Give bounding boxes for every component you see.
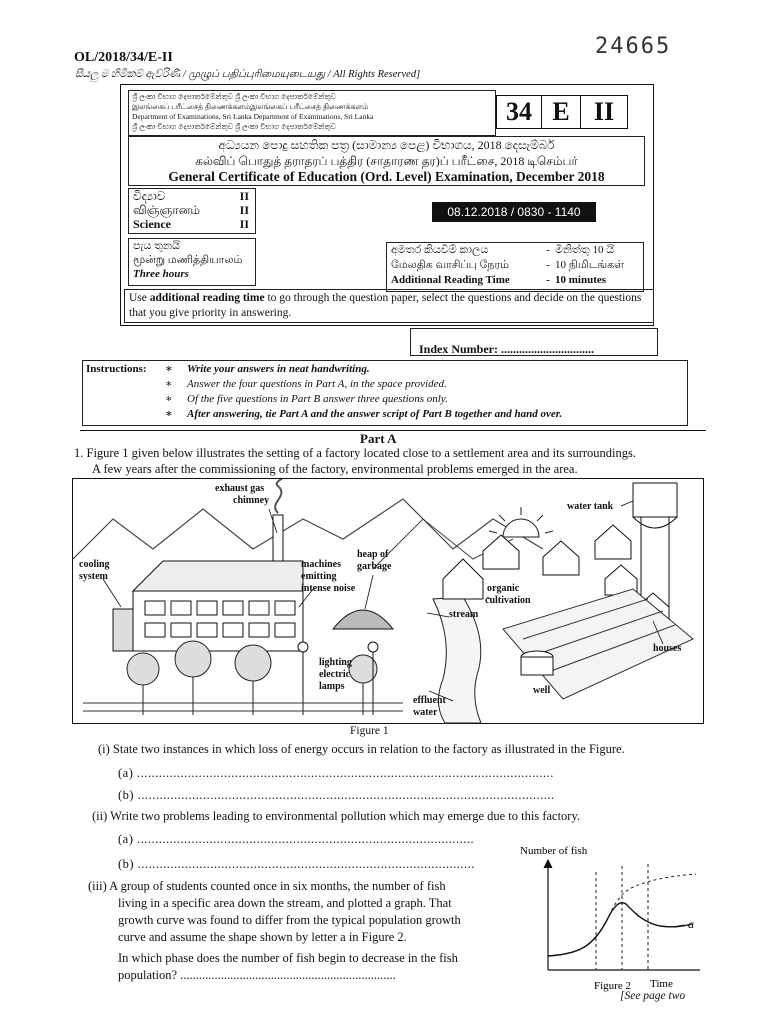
fig-label-water-tank: water tank [567,501,614,512]
figure-2-caption: Figure 2 [594,980,631,992]
reading-time-note [124,289,654,323]
fig-label-garbage: garbage [357,561,392,572]
duration-block [128,238,256,286]
fig-label-lighting: lighting [319,657,352,668]
exam-title-block [128,136,645,186]
subject-part: II [239,203,249,217]
figure-2-graph [520,842,706,992]
note-text: to go through the question paper, select the questions and decide on the questions that you give priority in answering. [129,292,642,319]
subject-part: II [239,189,249,203]
question-1-intro [74,445,706,477]
serial-number: 24665 [595,34,672,59]
factory-building-icon [113,561,303,651]
exam-title-english: General Certificate of Education (Ord. Level) Examination, December 2018 [168,169,605,184]
reading-time-label: மேலதிக வாசிப்பு நேரம் [391,259,510,271]
exam-title-sinhala: අධ්‍යයන පොදු සහතික පත්‍ර (සාමාන්‍ය පෙළ) විභාගය, 2018 දෙසැම්බර් [218,138,555,152]
fig-label-cooling: cooling [79,559,110,570]
part-a-title: Part A [360,431,397,446]
instructions-box [82,360,688,426]
instruction-item: Answer the four questions in Part A, in the space provided. [187,378,447,390]
answer-line-i-b[interactable]: (b) ................................................................................................................... [118,788,555,802]
department-line: ශ්‍රී ලංකා විභාග දෙපාර්තමේන්තුව ශ්‍රී ලංකා විභාග දෙපාර්තමේන්තුව [132,122,336,131]
question-text: (iii) A group of students counted once in six months, the number of fish [88,879,446,893]
star-bullet: ∗ [165,378,173,390]
well-icon [521,651,553,675]
paper-code: OL/2018/34/E-II [74,50,173,65]
duration-line: மூன்று மணித்தியாலம் [133,254,243,266]
fig-label-stream: stream [449,609,479,620]
y-axis-arrow [544,860,552,868]
curve-a [548,903,692,956]
question-text: 1. Figure 1 given below illustrates the setting of a factory located close to a settlement area and its surroundings. [74,446,636,460]
exam-date-time: 08.12.2018 / 0830 - 1140 [432,202,596,222]
reading-time-value: 10 நிமிடங்கள் [555,259,625,271]
fig-label-well: well [533,685,551,696]
fig-label-effluent: effluent [413,695,446,706]
fig-label-machines: machines [301,559,341,570]
reading-time-label: Additional Reading Time [391,274,510,286]
figure-1-caption: Figure 1 [350,725,389,737]
mountain-outline [73,499,543,559]
reading-time-label: අමතර කියවීම් කාලය [391,244,489,256]
figure-1-illustration [72,478,704,724]
question-iii [88,878,528,984]
note-text-bold: additional reading time [149,292,265,304]
answer-line-iii[interactable]: population? ..................................................................... [118,968,396,982]
fig-label-organic: organic [487,583,520,594]
department-watermark-block [128,90,496,136]
duration-line: පැය තුනයි [133,240,180,252]
reading-time-sep: - [546,244,550,256]
department-line: Department of Examinations, Sri Lanka Department of Examinations, Sri Lanka [132,112,374,121]
star-bullet: ∗ [165,363,173,375]
answer-line-ii-a[interactable]: (a) ............................................................................................. [118,832,475,846]
question-text: living in a specific area down the stream, and plotted a graph. That [118,896,452,910]
subject-part: II [239,217,249,231]
question-text: In which phase does the number of fish begin to decrease in the fish [118,951,458,965]
star-bullet: ∗ [165,408,173,420]
department-line: ශ්‍රී ලංකා විභාග දෙපාර්තමේන්තුව ශ්‍රී ලංකා විභාග දෙපාර්තමේන්තුව [132,92,336,101]
department-line: இலங்கைப் பரீட்சைத் திணைக்களம்இலங்கைப் பரீட்சைத் திணைக்களம் [132,102,369,111]
note-text: Use [129,292,150,304]
reading-time-value: 10 minutes [555,274,607,286]
fig-label-organic: cultivation [485,595,531,606]
question-i: (i) State two instances in which loss of energy occurs in relation to the factory as illustrated in the Figure. [98,742,625,756]
additional-reading-time-block [386,242,644,292]
subject-name: විද්‍යාව [133,189,166,203]
part-code-box: II [580,95,628,129]
fence-icon [83,703,403,711]
exam-title-tamil: கல்விப் பொதுத் தராதரப் பத்திர (சாதாரண தர)ப் பரீட்சை, 2018 டிசெம்பர் [195,154,578,168]
instructions-label: Instructions: [86,363,147,375]
duration-line: Three hours [133,268,189,280]
fig-label-machines: intense noise [301,583,356,594]
fig-label-cooling: system [79,571,108,582]
reading-time-sep: - [546,274,550,286]
subject-name: விஞ்ஞானம் [133,203,200,217]
fig-label-houses: houses [653,643,682,654]
subject-block [128,188,256,234]
answer-line-ii-b[interactable]: (b) ............................................................................................. [118,857,475,871]
instruction-item: Write your answers in neat handwriting. [187,363,370,375]
fig-label-exhaust: exhaust gas [215,483,265,494]
factory-scene [73,479,703,723]
instruction-item: Of the five questions in Part B answer three questions only. [187,393,448,405]
fig-label-effluent: water [413,707,438,718]
rights-notice: සියලු ම හිමිකම් ඇව්රිණි / முழுப் பதிப்புரிமையுடையது / All Rights Reserved] [75,69,421,80]
index-number-box[interactable] [410,328,658,356]
subject-code-box: 34 [496,95,542,129]
reading-time-value: මිනිත්තු 10 යි [555,244,615,256]
star-bullet: ∗ [165,393,173,405]
fig-label-chimney: chimney [233,495,270,506]
growth-curve-svg [520,842,706,992]
see-page-two: [See page two [620,990,686,1002]
fig-label-lighting: lamps [319,681,345,692]
answer-line-i-a[interactable]: (a) ................................................................................................................... [118,766,554,780]
question-text: A few years after the commissioning of the factory, environmental problems emerged in the area. [92,462,578,476]
garbage-heap-icon [333,610,393,629]
instruction-item: After answering, tie Part A and the answer script of Part B together and hand over. [187,408,563,420]
reading-time-sep: - [546,259,550,271]
curve-a-label: a [688,917,694,931]
graph-y-label: Number of fish [520,845,588,857]
question-ii: (ii) Write two problems leading to environmental pollution which may emerge due to this factory. [92,809,581,823]
fig-label-lighting: electric [319,669,351,680]
fig-label-machines: emitting [301,571,337,582]
question-text: growth curve was found to differ from the typical population growth [118,913,461,927]
index-number-label: Index Number: ............................... [419,342,595,356]
graph-x-label: Time [650,978,673,990]
subject-name: Science [133,217,171,231]
fig-label-garbage: heap of [357,549,389,560]
question-text: curve and assume the shape shown by letter a in Figure 2. [118,930,407,944]
language-code-box: E [541,95,581,129]
